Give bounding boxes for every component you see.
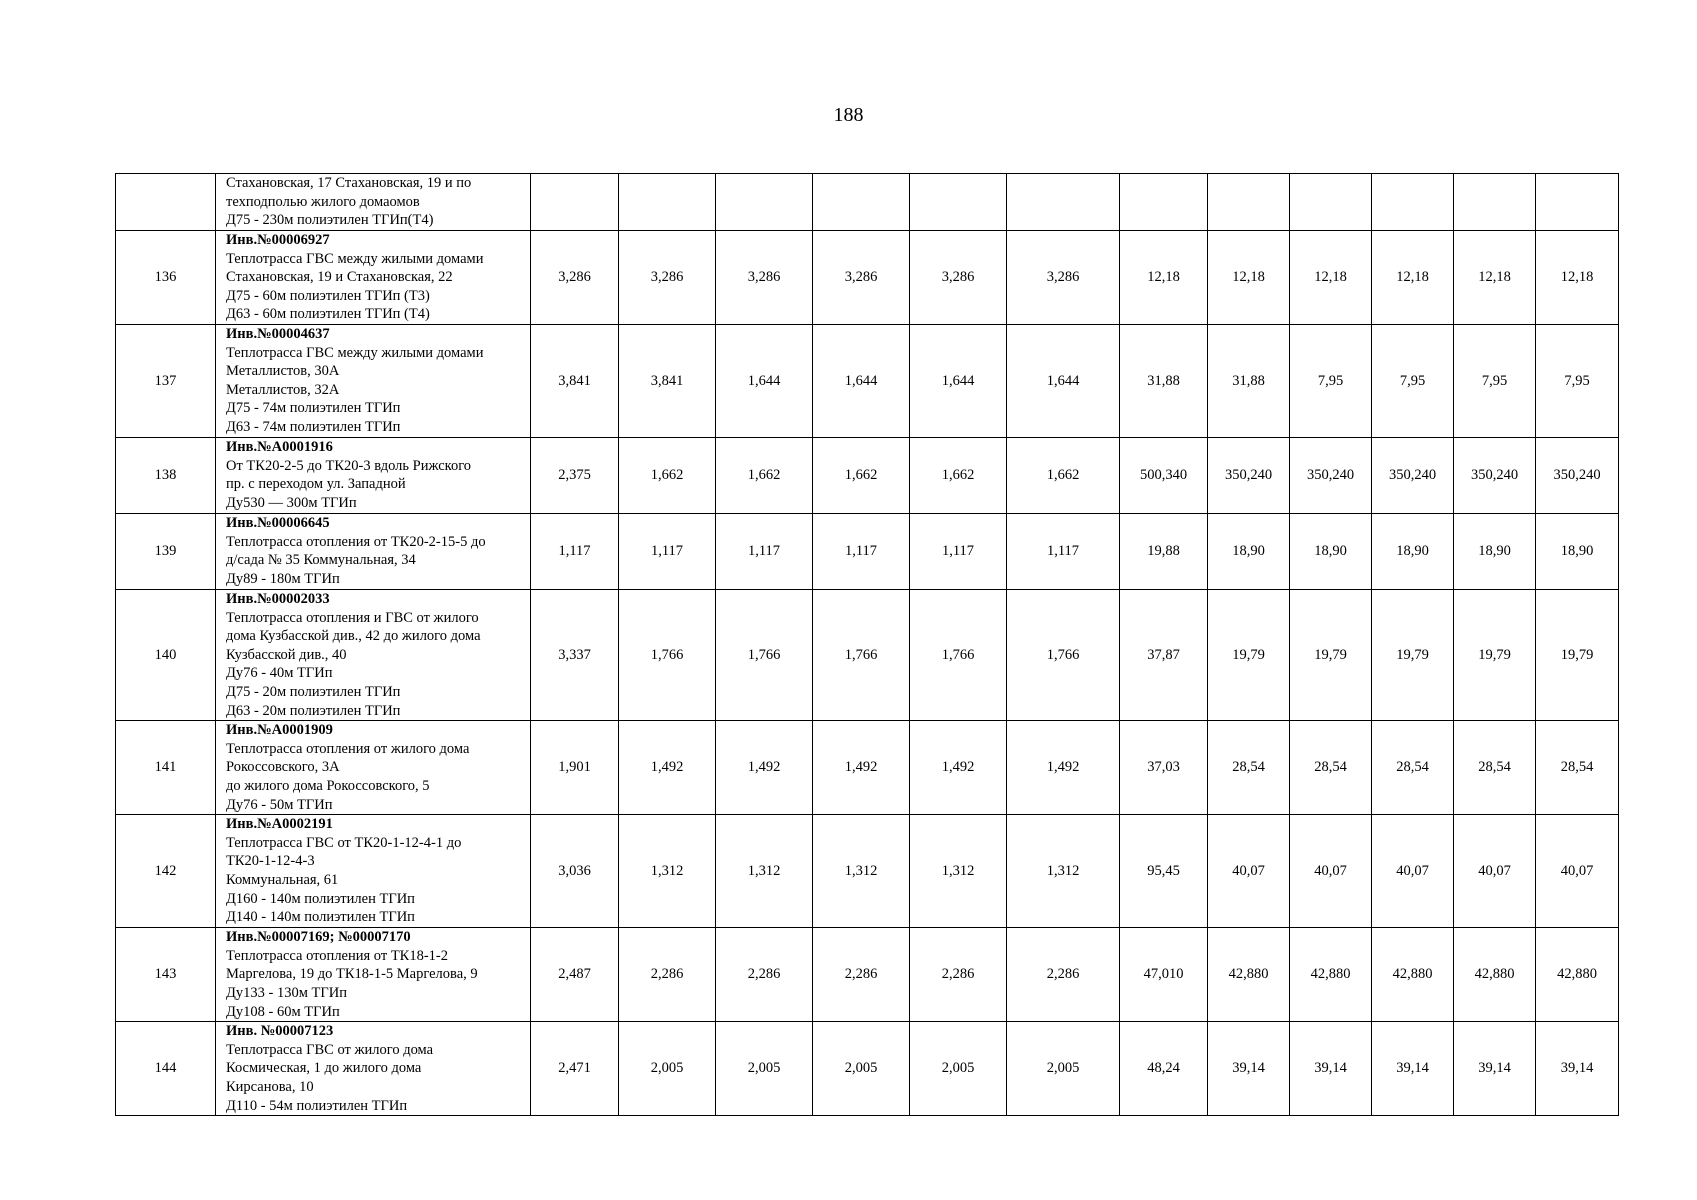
description-line: Теплотрасса отопления и ГВС от жилого [226, 609, 479, 626]
value-cell: 1,644 [716, 325, 813, 438]
value-cell [1120, 174, 1208, 231]
value-cell: 1,662 [619, 438, 716, 514]
value-cell: 2,487 [531, 928, 619, 1022]
value-cell: 19,88 [1120, 514, 1208, 590]
description-line: пр. с переходом ул. Западной [226, 476, 406, 493]
value-cell: 39,14 [1208, 1022, 1290, 1116]
description-line: до жилого дома Рокоссовского, 5 [226, 777, 430, 794]
row-number-cell: 139 [116, 514, 216, 590]
table-row [116, 815, 1619, 928]
value-cell: 31,88 [1208, 325, 1290, 438]
description-line: Космическая, 1 до жилого дома [226, 1060, 422, 1077]
value-cell [1007, 174, 1120, 231]
value-cell: 1,644 [813, 325, 910, 438]
value-cell: 28,54 [1372, 721, 1454, 815]
object-description-cell [216, 438, 531, 514]
value-cell: 2,286 [813, 928, 910, 1022]
description-line: Кирсанова, 10 [226, 1078, 314, 1095]
value-cell: 7,95 [1290, 325, 1372, 438]
value-cell: 2,375 [531, 438, 619, 514]
value-cell: 3,286 [531, 231, 619, 325]
value-cell: 2,005 [813, 1022, 910, 1116]
object-description-cell [216, 815, 531, 928]
value-cell: 1,901 [531, 721, 619, 815]
heat-network-table-container [115, 173, 1618, 1116]
value-cell: 2,286 [619, 928, 716, 1022]
description-line: Металлистов, 32А [226, 381, 340, 398]
table-row [116, 928, 1619, 1022]
value-cell [1290, 174, 1372, 231]
inventory-number: Инв.№00004637 [226, 326, 330, 342]
row-number-cell: 143 [116, 928, 216, 1022]
value-cell: 1,766 [619, 590, 716, 721]
value-cell: 18,90 [1536, 514, 1619, 590]
value-cell: 350,240 [1290, 438, 1372, 514]
description-line: техподполью жилого домаомов [226, 193, 420, 210]
row-number-cell: 141 [116, 721, 216, 815]
value-cell: 42,880 [1536, 928, 1619, 1022]
value-cell: 7,95 [1536, 325, 1619, 438]
description-line: Ду108 - 60м ТГИп [226, 1003, 340, 1020]
value-cell: 39,14 [1536, 1022, 1619, 1116]
value-cell: 18,90 [1454, 514, 1536, 590]
value-cell: 31,88 [1120, 325, 1208, 438]
table-row [116, 1022, 1619, 1116]
value-cell: 40,07 [1372, 815, 1454, 928]
value-cell [1208, 174, 1290, 231]
value-cell: 12,18 [1372, 231, 1454, 325]
description-line: Рокоссовского, 3А [226, 759, 340, 776]
table-row [116, 438, 1619, 514]
description-line: Д75 - 74м полиэтилен ТГИп [226, 400, 401, 417]
value-cell: 12,18 [1120, 231, 1208, 325]
value-cell: 95,45 [1120, 815, 1208, 928]
value-cell: 1,766 [813, 590, 910, 721]
value-cell: 2,005 [910, 1022, 1007, 1116]
table-row [116, 721, 1619, 815]
value-cell: 42,880 [1208, 928, 1290, 1022]
value-cell: 1,312 [1007, 815, 1120, 928]
value-cell: 1,766 [716, 590, 813, 721]
value-cell: 19,79 [1290, 590, 1372, 721]
row-number-cell: 136 [116, 231, 216, 325]
value-cell: 3,286 [813, 231, 910, 325]
value-cell: 28,54 [1454, 721, 1536, 815]
object-description-cell [216, 514, 531, 590]
object-description-cell [216, 928, 531, 1022]
value-cell: 1,312 [619, 815, 716, 928]
value-cell: 2,005 [619, 1022, 716, 1116]
value-cell [1454, 174, 1536, 231]
value-cell: 1,117 [619, 514, 716, 590]
value-cell [716, 174, 813, 231]
value-cell: 1,492 [716, 721, 813, 815]
value-cell: 1,117 [1007, 514, 1120, 590]
row-number-cell: 138 [116, 438, 216, 514]
value-cell: 1,766 [1007, 590, 1120, 721]
description-line: дома Кузбасской див., 42 до жилого дома [226, 628, 481, 645]
value-cell: 12,18 [1536, 231, 1619, 325]
inventory-number: Инв.№А0001916 [226, 439, 333, 455]
description-line: Ду76 - 40м ТГИп [226, 665, 333, 682]
value-cell: 1,644 [1007, 325, 1120, 438]
value-cell: 7,95 [1454, 325, 1536, 438]
description-line: Ду76 - 50м ТГИп [226, 796, 333, 813]
description-line: д/сада № 35 Коммунальная, 34 [226, 552, 416, 569]
value-cell: 2,286 [910, 928, 1007, 1022]
value-cell: 1,492 [910, 721, 1007, 815]
value-cell [531, 174, 619, 231]
value-cell: 40,07 [1454, 815, 1536, 928]
value-cell: 40,07 [1536, 815, 1619, 928]
description-line: ТК20-1-12-4-3 [226, 853, 315, 870]
value-cell: 1,492 [1007, 721, 1120, 815]
value-cell: 19,79 [1208, 590, 1290, 721]
table-row [116, 325, 1619, 438]
value-cell [619, 174, 716, 231]
object-description-cell [216, 325, 531, 438]
value-cell: 1,492 [813, 721, 910, 815]
description-line: Ду530 — 300м ТГИп [226, 494, 357, 511]
description-line: От ТК20-2-5 до ТК20-3 вдоль Рижского [226, 457, 472, 474]
value-cell: 1,312 [910, 815, 1007, 928]
value-cell: 1,117 [531, 514, 619, 590]
value-cell: 1,662 [813, 438, 910, 514]
description-line: Кузбасской див., 40 [226, 646, 347, 663]
description-line: Стахановская, 17 Стахановская, 19 и по [226, 175, 472, 191]
value-cell: 1,312 [716, 815, 813, 928]
table-body [116, 174, 1619, 1116]
value-cell: 1,492 [619, 721, 716, 815]
value-cell: 28,54 [1290, 721, 1372, 815]
value-cell: 1,766 [910, 590, 1007, 721]
object-description-cell [216, 590, 531, 721]
description-line: Металлистов, 30А [226, 363, 340, 380]
value-cell: 1,662 [1007, 438, 1120, 514]
value-cell: 47,010 [1120, 928, 1208, 1022]
value-cell: 2,286 [1007, 928, 1120, 1022]
value-cell: 7,95 [1372, 325, 1454, 438]
value-cell: 3,286 [910, 231, 1007, 325]
value-cell: 42,880 [1290, 928, 1372, 1022]
row-number-cell [116, 174, 216, 231]
description-line: Д160 - 140м полиэтилен ТГИп [226, 890, 415, 907]
value-cell: 39,14 [1290, 1022, 1372, 1116]
description-line: Д75 - 60м полиэтилен ТГИп (Т3) [226, 287, 430, 304]
value-cell: 48,24 [1120, 1022, 1208, 1116]
value-cell: 500,340 [1120, 438, 1208, 514]
description-line: Маргелова, 19 до ТК18-1-5 Маргелова, 9 [226, 966, 478, 983]
description-line: Теплотрасса ГВС от жилого дома [226, 1041, 434, 1058]
table-row [116, 590, 1619, 721]
value-cell: 1,117 [910, 514, 1007, 590]
value-cell: 1,662 [716, 438, 813, 514]
row-number-cell: 140 [116, 590, 216, 721]
inventory-number: Инв.№00002033 [226, 591, 330, 607]
value-cell: 1,117 [716, 514, 813, 590]
description-line: Д63 - 60м полиэтилен ТГИп (Т4) [226, 306, 430, 323]
value-cell [813, 174, 910, 231]
description-line: Ду133 - 130м ТГИп [226, 984, 347, 1001]
description-line: Д63 - 74м полиэтилен ТГИп [226, 418, 401, 435]
description-line: Теплотрасса ГВС между жилыми домами [226, 344, 484, 361]
value-cell: 350,240 [1536, 438, 1619, 514]
value-cell: 1,117 [813, 514, 910, 590]
object-description-cell [216, 721, 531, 815]
value-cell: 350,240 [1208, 438, 1290, 514]
value-cell: 37,87 [1120, 590, 1208, 721]
description-line: Д75 - 230м полиэтилен ТГИп(Т4) [226, 212, 434, 229]
description-line: Стахановская, 19 и Стахановская, 22 [226, 269, 453, 286]
value-cell: 3,036 [531, 815, 619, 928]
inventory-number: Инв. №00007123 [226, 1023, 334, 1040]
inventory-number: Инв.№А0001909 [226, 722, 333, 739]
description-line: Теплотрасса ГВС от ТК20-1-12-4-1 до [226, 834, 462, 851]
row-number-cell: 137 [116, 325, 216, 438]
value-cell: 3,337 [531, 590, 619, 721]
row-number-cell: 142 [116, 815, 216, 928]
value-cell: 2,471 [531, 1022, 619, 1116]
inventory-number: Инв.№00006645 [226, 515, 330, 531]
inventory-number: Инв.№А0002191 [226, 816, 333, 833]
value-cell: 39,14 [1372, 1022, 1454, 1116]
value-cell: 1,662 [910, 438, 1007, 514]
value-cell: 3,286 [619, 231, 716, 325]
heat-network-table [115, 173, 1619, 1116]
table-row [116, 514, 1619, 590]
description-line: Коммунальная, 61 [226, 871, 339, 888]
description-line: Теплотрасса отопления от ТК18-1-2 [226, 947, 449, 964]
object-description-cell [216, 231, 531, 325]
object-description-cell [216, 1022, 531, 1116]
description-line: Д140 - 140м полиэтилен ТГИп [226, 909, 415, 926]
description-line: Ду89 - 180м ТГИп [226, 570, 340, 587]
value-cell: 3,841 [531, 325, 619, 438]
description-line: Теплотрасса отопления от ТК20-2-15-5 до [226, 533, 486, 550]
row-number-cell: 144 [116, 1022, 216, 1116]
value-cell [1536, 174, 1619, 231]
value-cell: 3,286 [716, 231, 813, 325]
value-cell: 37,03 [1120, 721, 1208, 815]
table-row [116, 174, 1619, 231]
value-cell: 3,841 [619, 325, 716, 438]
value-cell: 42,880 [1454, 928, 1536, 1022]
value-cell: 2,005 [1007, 1022, 1120, 1116]
description-line: Д110 - 54м полиэтилен ТГИп [226, 1097, 408, 1114]
description-line: Теплотрасса отопления от жилого дома [226, 740, 470, 757]
value-cell: 12,18 [1208, 231, 1290, 325]
value-cell: 3,286 [1007, 231, 1120, 325]
value-cell: 40,07 [1290, 815, 1372, 928]
inventory-number: Инв.№00006927 [226, 232, 330, 248]
description-line: Д63 - 20м полиэтилен ТГИп [226, 702, 401, 719]
value-cell: 2,286 [716, 928, 813, 1022]
value-cell: 28,54 [1208, 721, 1290, 815]
page-number: 188 [833, 104, 864, 126]
value-cell: 39,14 [1454, 1022, 1536, 1116]
value-cell: 18,90 [1372, 514, 1454, 590]
value-cell: 18,90 [1208, 514, 1290, 590]
description-line: Д75 - 20м полиэтилен ТГИп [226, 683, 401, 700]
value-cell: 2,005 [716, 1022, 813, 1116]
value-cell: 1,312 [813, 815, 910, 928]
value-cell: 40,07 [1208, 815, 1290, 928]
value-cell: 19,79 [1372, 590, 1454, 721]
description-line: Теплотрасса ГВС между жилыми домами [226, 250, 484, 267]
value-cell: 1,644 [910, 325, 1007, 438]
table-row [116, 231, 1619, 325]
value-cell: 350,240 [1372, 438, 1454, 514]
value-cell: 18,90 [1290, 514, 1372, 590]
inventory-number: Инв.№00007169; №00007170 [226, 929, 411, 946]
value-cell [1372, 174, 1454, 231]
value-cell: 12,18 [1290, 231, 1372, 325]
value-cell [910, 174, 1007, 231]
value-cell: 19,79 [1454, 590, 1536, 721]
value-cell: 42,880 [1372, 928, 1454, 1022]
value-cell: 12,18 [1454, 231, 1536, 325]
value-cell: 19,79 [1536, 590, 1619, 721]
value-cell: 350,240 [1454, 438, 1536, 514]
object-description-cell [216, 174, 531, 231]
value-cell: 28,54 [1536, 721, 1619, 815]
